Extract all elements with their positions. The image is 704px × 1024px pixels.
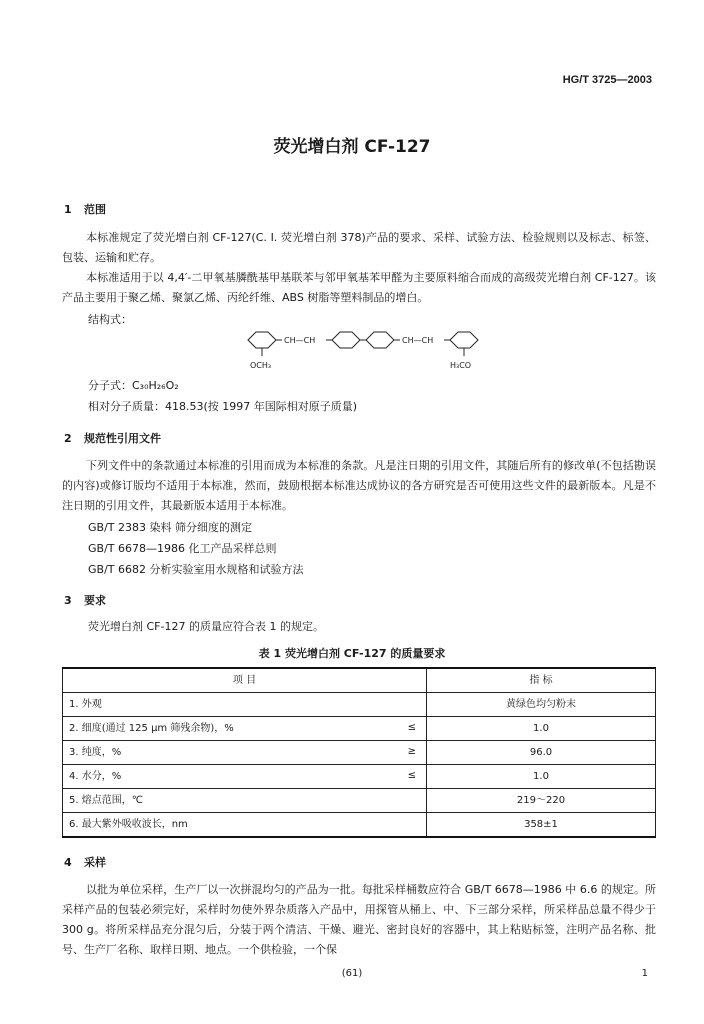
row-item-label: 6. 最大紫外吸收波长，nm [69, 818, 188, 830]
quality-requirements-table [62, 667, 656, 838]
references-paragraph: 下列文件中的条款通过本标准的引用而成为本标准的条款。凡是注日期的引用文件，其随后所有的修改单(不包括勘误的内容)或修订版均不适用于本标准，然而，鼓励根据本标准达成协议的各方研究是否可使用这些文件的最新版本。凡是不注日期的引用文件，其最新版本适用于本标准。 [62, 459, 656, 512]
row-item-label: 5. 熔点范围，℃ [69, 794, 143, 806]
table-header-row [63, 668, 656, 693]
scope-paragraph-1: 本标准规定了荧光增白剂 CF-127(C. I. 荧光增白剂 378)产品的要求、采样、试验方法、检验规则以及标志、标签、包装、运输和贮存。 [62, 231, 656, 264]
row-item [63, 813, 427, 838]
row-value: 黄绿色均匀粉末 [427, 693, 656, 717]
row-item-label: 4. 水分，% [69, 770, 122, 782]
row-item [63, 789, 427, 813]
row-value: 1.0 [427, 765, 656, 789]
row-item [63, 693, 427, 717]
row-value: 358±1 [427, 813, 656, 838]
formula-group-left: OCH₃ [250, 361, 272, 370]
benzene-ring-left [248, 332, 276, 348]
header-value: 指 标 [427, 668, 656, 693]
table-row [63, 693, 656, 717]
section-title: 采样 [84, 856, 106, 869]
molecular-formula: 分子式：C₃₀H₂₆O₂ [88, 379, 179, 392]
row-operator: ≤ [407, 722, 416, 733]
benzene-ring-right [450, 332, 478, 348]
section-4-heading [64, 856, 106, 869]
table-row [63, 741, 656, 765]
structural-formula-drawing [240, 328, 490, 372]
row-value: 219～220 [427, 789, 656, 813]
molecular-weight: 相对分子质量：418.53(按 1997 年国际相对原子质量) [88, 400, 358, 413]
section-number: 1 [64, 203, 72, 216]
header-item: 项 目 [63, 668, 427, 693]
sampling-paragraph: 以批为单位采样，生产厂以一次拼混均匀的产品为一批。每批采样桶数应符合 GB/T 6678—1986 中 6.6 的规定。所采样产品的包装必须完好，采样时勿使外界杂质落入产品中，用探管从桶上、中、下三部分采样，所采样品总量不得少于 300 g。将所采样品充分混匀后，分装于两个清洁、干燥、避光、密封良好的容器中，其上粘贴标签，注明产品名称、批号、生产厂名称、取样日期、地点。一个供检验，一个保 [62, 883, 656, 956]
formula-chain-left: CH—CH [284, 336, 316, 345]
table-row [63, 765, 656, 789]
section-number: 4 [64, 856, 72, 869]
row-item [63, 717, 427, 741]
benzene-ring-middle-2 [366, 332, 394, 348]
requirements-paragraph: 荧光增白剂 CF-127 的质量应符合表 1 的规定。 [88, 620, 324, 633]
section-title: 范围 [84, 203, 106, 216]
section-title: 规范性引用文件 [84, 432, 161, 445]
row-item-label: 3. 纯度，% [69, 746, 122, 758]
table-caption: 表 1 荧光增白剂 CF-127 的质量要求 [258, 647, 446, 660]
structure-label: 结构式： [88, 313, 132, 326]
row-item [63, 765, 427, 789]
document-title: 荧光增白剂 CF-127 [273, 137, 431, 157]
row-operator: ≤ [407, 770, 416, 781]
row-value: 96.0 [427, 741, 656, 765]
benzene-ring-middle-1 [332, 332, 360, 348]
standard-code: HG/T 3725—2003 [562, 74, 652, 86]
reference-item: GB/T 2383 染料 筛分细度的测定 [88, 521, 252, 534]
formula-chain-right: CH—CH [402, 336, 434, 345]
section-1-heading [64, 203, 106, 216]
row-item-label: 2. 细度(通过 125 μm 筛残余物)，% [69, 722, 234, 734]
section-3-heading [64, 594, 106, 607]
row-item [63, 741, 427, 765]
table-row [63, 813, 656, 838]
scope-paragraph-2: 本标准适用于以 4,4′-二甲氧基膦酰基甲基联苯与邻甲氧基苯甲醛为主要原料缩合而成的高级荧光增白剂 CF-127。该产品主要用于聚乙烯、聚氯乙烯、丙纶纤维、ABS 树脂等塑料制品的增白。 [62, 271, 656, 304]
row-value: 1.0 [427, 717, 656, 741]
structural-formula [240, 328, 490, 372]
reference-item: GB/T 6678—1986 化工产品采样总则 [88, 542, 277, 555]
section-number: 2 [64, 432, 72, 445]
reference-item: GB/T 6682 分析实验室用水规格和试验方法 [88, 563, 304, 576]
section-number: 3 [64, 594, 72, 607]
table-row [63, 789, 656, 813]
formula-group-right: H₃CO [450, 361, 472, 370]
section-2-heading [64, 432, 161, 445]
footer-page-number: 1 [641, 968, 648, 979]
footer-page-label: (61) [341, 968, 363, 979]
row-operator: ≥ [407, 746, 416, 757]
section-title: 要求 [84, 594, 106, 607]
table-row [63, 717, 656, 741]
row-item-label: 1. 外观 [69, 698, 102, 710]
